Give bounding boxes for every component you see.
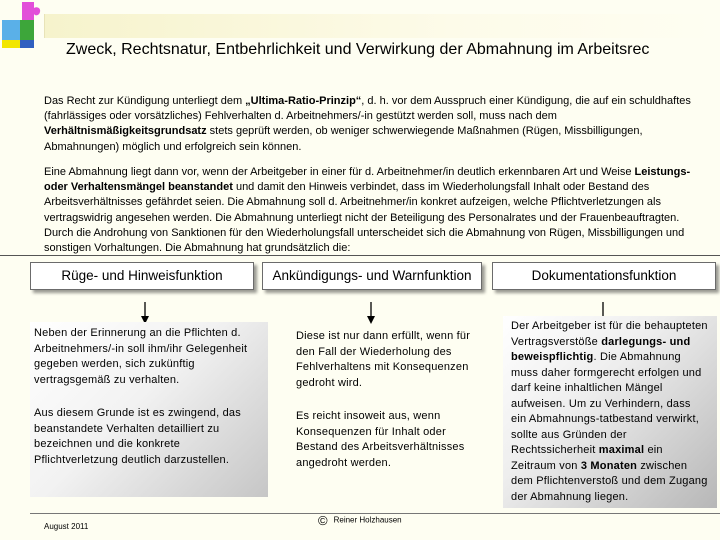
ruege-text-1: Neben der Erinnerung an die Pflichten d. Arbeitnehmers/-in soll ihm/ihr Gelegenheit gegeben werden, sich zukünftig vertragsgemäß zu verhalten. bbox=[34, 327, 248, 386]
text-block-dokumentation: Der Arbeitgeber ist für die behaupteten Vertragsverstöße darlegungs- und beweispflichtig. Die Abmahnung muss daher formgerecht erfolgen und darf keine inhaltlichen Mängel aufweisen. Um zu Verhindern, dass ein Abmahnungs-tatbestand verwirkt, sollte aus Gründen der Rechtssicherheit maximal ein Zeitraum von 3 Monaten zwischen dem Pflichtenverstoß und dem Zugang der Abmahnung liegen. bbox=[503, 316, 717, 508]
divider bbox=[0, 255, 720, 256]
ankuendigung-text-1: Diese ist nur dann erfüllt, wenn für den Fall der Wiederholung des Fehlverhaltens mit Konsequenzen gedroht wird. bbox=[296, 330, 471, 389]
footer-author: Reiner Holzhausen bbox=[333, 515, 402, 525]
copyright-icon: © bbox=[318, 513, 328, 528]
footer-copyright bbox=[318, 513, 402, 528]
text-block-ankuendigung bbox=[292, 325, 488, 490]
header-bar bbox=[44, 14, 720, 38]
function-box-ruege: Rüge- und Hinweisfunktion bbox=[30, 262, 254, 290]
footer-date: August 2011 bbox=[44, 522, 89, 531]
page-title: Zweck, Rechtsnatur, Entbehrlichkeit und Verwirkung der Abmahnung im Arbeitsrec bbox=[66, 41, 650, 58]
intro-paragraph-2: Eine Abmahnung liegt dann vor, wenn der Arbeitgeber in einer für d. Arbeitnehmer/in deutlich erkennbaren Art und Weise Leistungs- oder Verhaltensmängel beanstandet und damit den Hinweis verbindet, dass im Wiederholungsfall Inhalt oder Bestand des Arbeitsverhältnisses gefährdet seien. Die Abmahnung soll d. Arbeitnehmer/in konkret aufzeigen, welche Pflichtverletzungen als vertragswidrig angesehen werden. Die Abmahnung unterliegt nicht der Beteiligung des Personalrates und der Frauenbeauftragten. Durch die Androhung von Sanktionen für den Wiederholungsfall unterscheidet sich die Abmahnung von Rügen, Missbilligungen und sonstigen Vorhaltungen. Die Abmahnung hat grundsätzlich die: bbox=[44, 166, 691, 255]
puzzle-logo-icon bbox=[0, 0, 50, 50]
arrow-down-icon bbox=[140, 302, 150, 324]
function-box-dokumentation: Dokumentationsfunktion bbox=[492, 262, 716, 290]
arrow-down-icon bbox=[366, 302, 376, 324]
function-box-ankuendigung: Ankündigungs- und Warnfunktion bbox=[262, 262, 482, 290]
intro-paragraph-1: Das Recht zur Kündigung unterliegt dem „Ultima-Ratio-Prinzip“, d. h. vor dem Ausspruch einer Kündigung, die auf ein schuldhaftes (fahrlässiges oder vorsätzliches) Fehlverhalten d. Arbeitnehmers/-in gestützt werden soll, muss nach dem Verhältnismäßigkeitsgrundsatz stets geprüft werden, ob weniger schwerwiegende Maßnahmen (Rügen, Missbilligungen, Abmahnungen) möglich und erfolgreich sein können. bbox=[44, 95, 691, 153]
text-block-ruege bbox=[30, 322, 268, 497]
ruege-text-2: Aus diesem Grunde ist es zwingend, das beanstandete Verhalten detailliert zu bezeichnen und die konkrete Pflichtverletzung deutlich darzustellen. bbox=[34, 407, 241, 466]
ankuendigung-text-2: Es reicht insoweit aus, wenn Konsequenzen für Inhalt oder Bestand des Arbeitsverhältnisses angedroht werden. bbox=[296, 410, 465, 469]
